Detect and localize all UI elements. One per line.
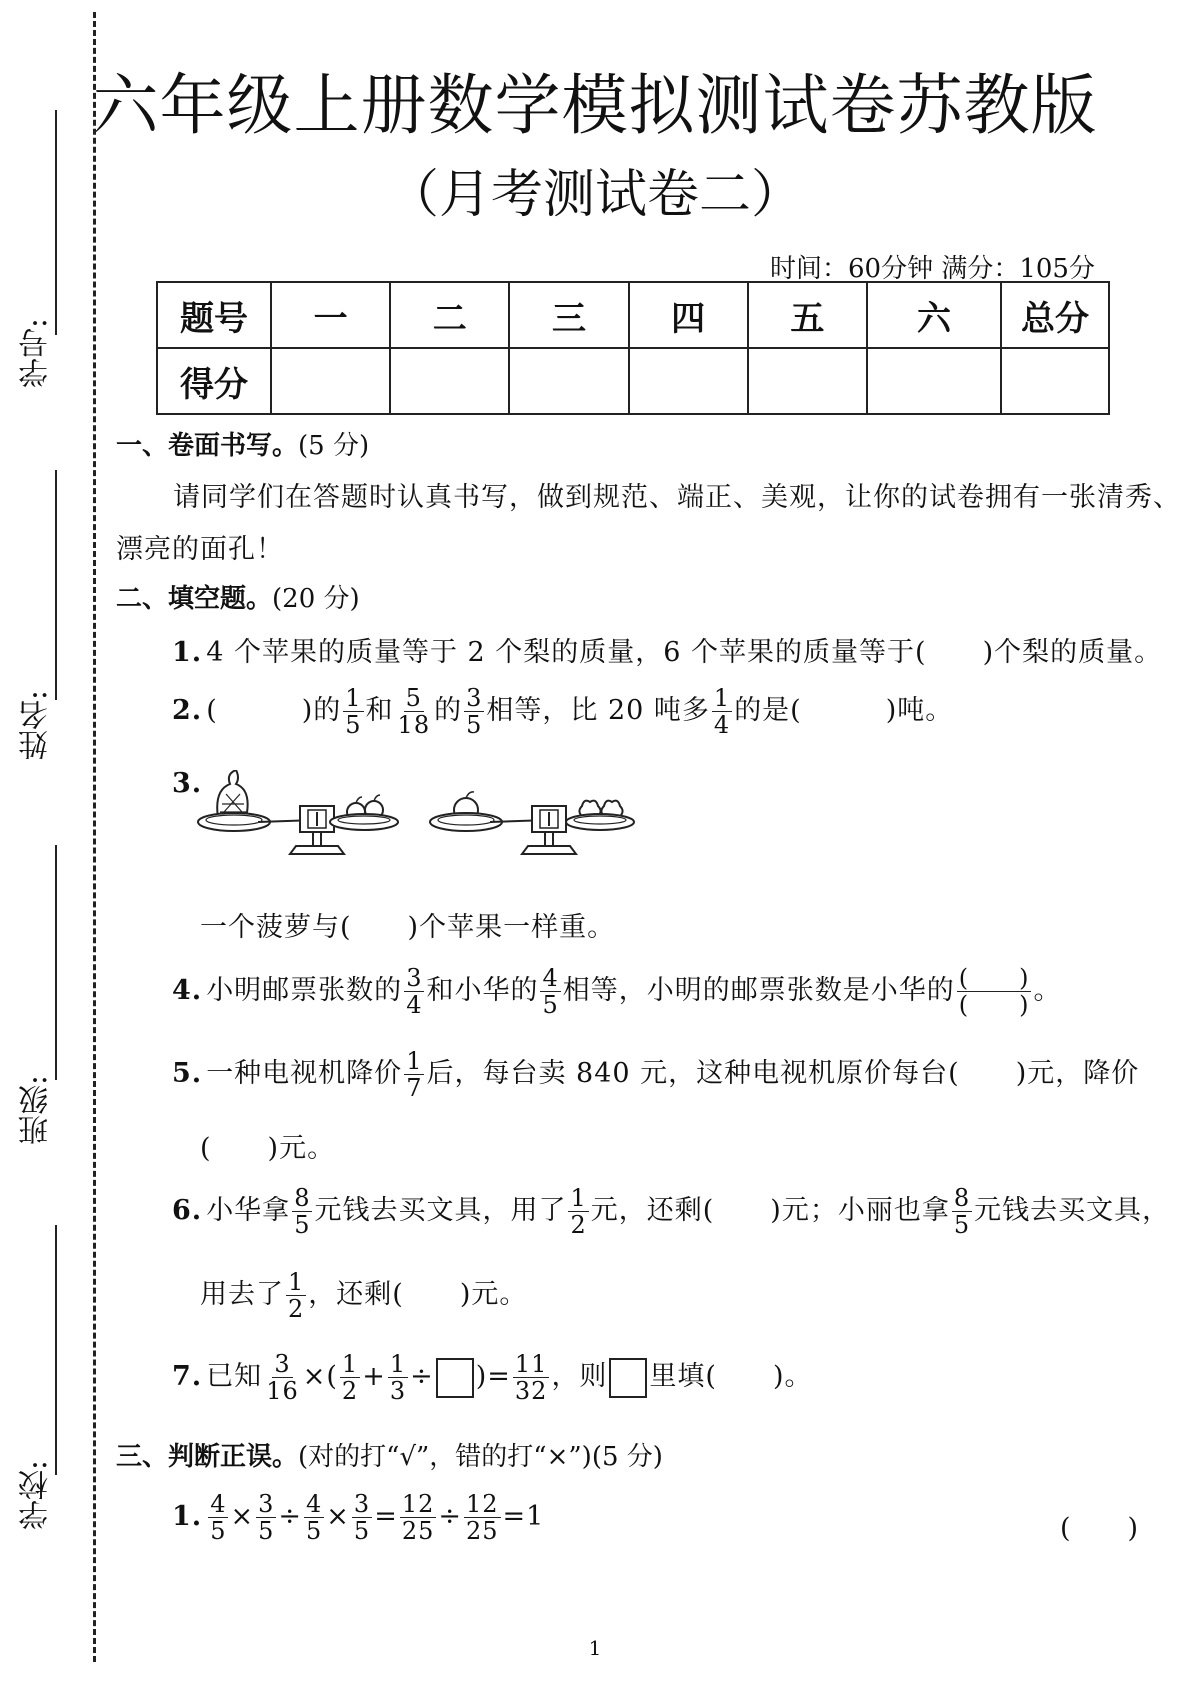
question-number: 5. (172, 1058, 203, 1089)
q2-text-a: ( )的 (206, 695, 342, 726)
fraction-four-fifths (304, 1492, 324, 1543)
judge-answer-parens[interactable]: ( ) (1060, 1513, 1140, 1544)
denominator: 5 (953, 1211, 971, 1239)
fraction-four-fifths (208, 1492, 228, 1543)
xuexiao-line (55, 1225, 57, 1475)
score-cell[interactable] (390, 348, 509, 414)
denominator: 16 (266, 1377, 299, 1405)
numerator: 3 (274, 1350, 291, 1378)
question-number: 7. (172, 1361, 203, 1392)
question-number: 1. (172, 637, 203, 668)
denominator: 7 (406, 1074, 423, 1102)
operator: =1 (502, 1501, 545, 1532)
q5-text-b: 后，每台卖 840 元，这种电视机原价每台( )元，降价 (426, 1058, 1140, 1089)
q2-text-d: 相等，比 20 吨多 (486, 695, 710, 726)
numerator: 12 (401, 1490, 435, 1518)
fraction-eight-fifths (292, 1186, 312, 1237)
section2-title: 二、填空题。 (116, 584, 273, 614)
xuehao-label: 学号: (19, 318, 54, 389)
q7-text-f: ，则 (551, 1361, 608, 1392)
question-number: 1. (172, 1501, 203, 1532)
denominator: 2 (341, 1377, 359, 1405)
fraction-one-seventh (404, 1049, 424, 1100)
denominator: 4 (406, 991, 423, 1019)
section3-points: (对的打“√”，错的打“×”)(5 分) (298, 1442, 663, 1472)
fraction-eight-fifths (952, 1186, 972, 1237)
numerator: 3 (406, 964, 423, 992)
score-cell[interactable] (629, 348, 748, 414)
balance-scales-illustration (196, 770, 666, 870)
denominator: 4 (713, 711, 731, 739)
numerator-blank: ( ) (958, 964, 1030, 992)
numerator: 1 (389, 1350, 407, 1378)
numerator: 4 (306, 1490, 323, 1518)
q6-line2-b: ，还剩( )元。 (308, 1279, 528, 1310)
numerator: 3 (353, 1490, 371, 1518)
q6-line2-a: 用去了 (200, 1279, 284, 1310)
question-6 (172, 1186, 1170, 1237)
fraction-four-fifths (540, 966, 560, 1017)
section2-heading (116, 578, 360, 615)
numerator: 12 (465, 1490, 499, 1518)
q6-text-c: 元，还剩( )元；小丽也拿 (590, 1195, 950, 1226)
fraction-three-fifths (352, 1492, 372, 1543)
numerator: 3 (466, 684, 483, 712)
denominator: 5 (353, 1517, 371, 1545)
operator: × (326, 1501, 350, 1532)
q4-text-c: 相等，小明的邮票张数是小华的 (562, 975, 955, 1006)
denominator: 2 (288, 1295, 305, 1323)
score-row-label: 得分 (157, 348, 271, 414)
question-5-line2: ( )元。 (200, 1133, 336, 1164)
fraction-three-fourths (404, 966, 424, 1017)
page-title: 六年级上册数学模拟测试卷苏教版 (92, 67, 1098, 144)
score-cell[interactable] (509, 348, 628, 414)
denominator-blank: ( ) (958, 991, 1030, 1019)
question-6-line2 (200, 1270, 527, 1321)
question-number: 2. (172, 695, 203, 726)
section3-title: 三、判断正误。 (116, 1442, 299, 1472)
scale-apple-pears (430, 792, 634, 854)
q7-text-a: 已知 (206, 1361, 263, 1392)
q4-end: 。 (1033, 975, 1062, 1006)
exam-meta: 时间：60分钟 满分：105分 (770, 254, 1095, 284)
score-table-score-row (157, 348, 1109, 414)
section2-points: (20 分) (272, 584, 360, 614)
score-cell[interactable] (748, 348, 867, 414)
denominator: 5 (294, 1211, 311, 1239)
fraction-twelve-25 (400, 1492, 437, 1543)
page-number: 1 (588, 1636, 602, 1660)
scale-pineapple-apples (198, 770, 398, 854)
q6-text-d: 元钱去买文具， (974, 1195, 1171, 1226)
fraction-three-sixteenths (264, 1352, 301, 1403)
section1-heading (116, 425, 369, 462)
section1-text-line1: 请同学们在答题时认真书写，做到规范、端正、美观，让你的试卷拥有一张清秀、 (173, 482, 1181, 513)
numerator: 4 (210, 1490, 227, 1518)
denominator: 5 (466, 711, 483, 739)
question-4 (172, 966, 1061, 1017)
numerator: 1 (345, 684, 362, 712)
fraction-three-fifths (464, 686, 484, 737)
score-table-header-row (157, 282, 1109, 348)
score-table (156, 281, 1110, 415)
numerator: 8 (953, 1184, 971, 1212)
q7-text-g: 里填( )。 (649, 1361, 813, 1392)
section3-heading (116, 1436, 663, 1473)
question-number: 6. (172, 1195, 203, 1226)
denominator: 2 (570, 1211, 587, 1239)
q7-text-d: ÷ (410, 1361, 434, 1392)
operator: × (230, 1501, 255, 1532)
question-number: 4. (172, 975, 203, 1006)
question-5 (172, 1049, 1139, 1100)
denominator: 3 (389, 1377, 407, 1405)
numerator: 1 (713, 684, 731, 712)
fraction-one-half (340, 1352, 360, 1403)
binding-dashed-line (93, 12, 96, 1662)
q2-text-c: 的 (434, 695, 463, 726)
score-header-cell: 三 (509, 282, 628, 348)
fraction-eleven-32 (513, 1352, 550, 1403)
xingming-line (55, 470, 57, 700)
score-header-cell: 五 (748, 282, 867, 348)
xuexiao-label: 学校: (19, 1460, 54, 1531)
fraction-one-third (388, 1352, 408, 1403)
numerator: 1 (341, 1350, 359, 1378)
judge-question-1 (172, 1492, 544, 1543)
denominator: 18 (397, 711, 431, 739)
denominator: 5 (345, 711, 362, 739)
q2-text-e: 的是( )吨。 (734, 695, 954, 726)
fraction-five-eighteenths (396, 686, 433, 737)
q7-text-b: ×( (302, 1361, 338, 1392)
numerator: 3 (258, 1490, 275, 1518)
q7-text-e: )= (475, 1361, 511, 1392)
numerator: 5 (405, 684, 422, 712)
fraction-one-half (568, 1186, 588, 1237)
answer-fraction-blank[interactable] (957, 966, 1032, 1017)
answer-box[interactable] (609, 1358, 647, 1398)
section1-text-line2: 漂亮的面孔！ (116, 534, 284, 565)
banji-line (55, 845, 57, 1080)
question-1 (172, 630, 1162, 669)
denominator: 5 (542, 991, 559, 1019)
fraction-one-half (286, 1270, 306, 1321)
question-7 (172, 1352, 813, 1403)
numerator: 11 (514, 1350, 548, 1378)
xingming-label: 姓名: (19, 690, 54, 761)
score-header-cell: 二 (390, 282, 509, 348)
numerator: 8 (294, 1184, 311, 1212)
score-header-cell: 四 (629, 282, 748, 348)
question-2 (172, 686, 953, 737)
denominator: 5 (210, 1517, 227, 1545)
score-cell[interactable] (271, 348, 390, 414)
section1-title: 一、卷面书写。 (116, 431, 299, 461)
score-cell[interactable] (867, 348, 1001, 414)
numerator: 1 (288, 1268, 305, 1296)
operator: = (374, 1501, 398, 1532)
fraction-one-fourth (712, 686, 732, 737)
q5-text-a: 一种电视机降价 (206, 1058, 403, 1089)
denominator: 5 (258, 1517, 275, 1545)
score-header-cell: 六 (867, 282, 1001, 348)
score-header-cell: 一 (271, 282, 390, 348)
question-text: 4 个苹果的质量等于 2 个梨的质量，6 个苹果的质量等于( )个梨的质量。 (206, 637, 1163, 668)
operator: ÷ (278, 1501, 302, 1532)
fraction-three-fifths (256, 1492, 276, 1543)
q6-text-b: 元钱去买文具，用了 (314, 1195, 567, 1226)
denominator: 25 (465, 1517, 499, 1545)
operator: ÷ (438, 1501, 462, 1532)
q4-text-a: 小明邮票张数的 (206, 975, 403, 1006)
banji-label: 班级: (19, 1075, 54, 1146)
q4-text-b: 和小华的 (426, 975, 539, 1006)
numerator: 1 (570, 1184, 587, 1212)
numerator: 1 (406, 1047, 423, 1075)
q7-text-c: + (362, 1361, 386, 1392)
page-subtitle: （月考测试卷二） (386, 165, 803, 225)
answer-box[interactable] (436, 1358, 474, 1398)
question-3-text: 一个菠萝与( )个苹果一样重。 (200, 912, 616, 943)
score-header-cell: 题号 (157, 282, 271, 348)
q6-text-a: 小华拿 (206, 1195, 291, 1226)
numerator: 4 (542, 964, 559, 992)
denominator: 5 (306, 1517, 323, 1545)
score-cell[interactable] (1001, 348, 1109, 414)
fraction-twelve-25 (464, 1492, 501, 1543)
score-header-cell: 总分 (1001, 282, 1109, 348)
section1-points: (5 分) (298, 431, 370, 461)
q2-text-b: 和 (365, 695, 394, 726)
question-number: 3. (172, 768, 203, 799)
fraction-one-fifth (343, 686, 363, 737)
denominator: 25 (401, 1517, 435, 1545)
denominator: 32 (514, 1377, 548, 1405)
